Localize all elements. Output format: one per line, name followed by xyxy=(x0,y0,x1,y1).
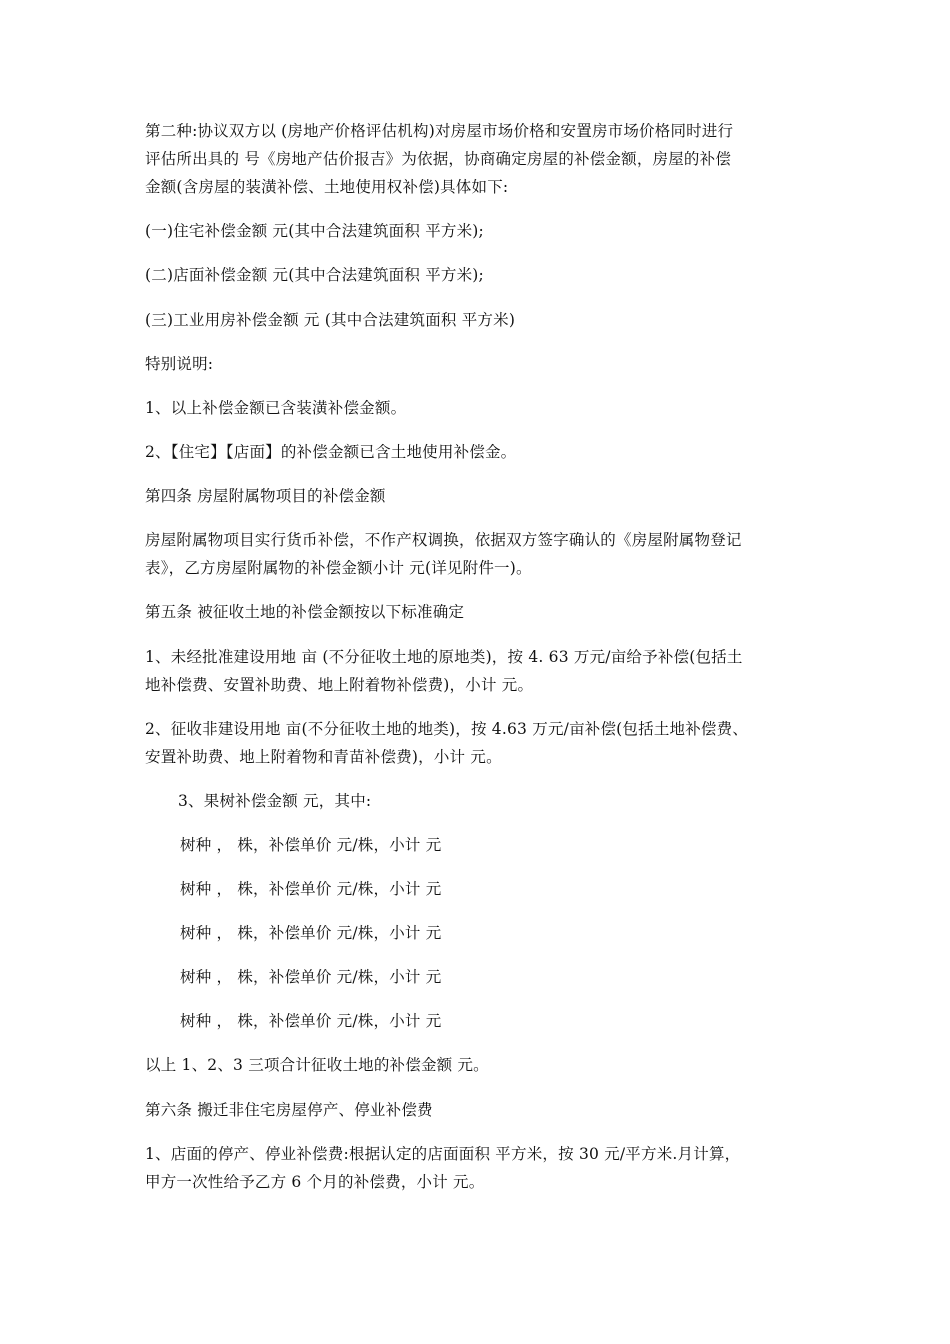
tree-row: 树种 ， 株，补偿单价 元/株，小计 元 xyxy=(180,1012,442,1030)
paragraph-line: 以上 1、2、3 三项合计征收土地的补偿金额 元。 xyxy=(145,1056,489,1074)
section-heading: 第五条 被征收土地的补偿金额按以下标准确定 xyxy=(145,603,465,621)
paragraph-line: (一)住宅补偿金额 元(其中合法建筑面积 平方米); xyxy=(145,222,484,240)
tree-row: 树种 ， 株，补偿单价 元/株，小计 元 xyxy=(180,836,442,854)
section-heading: 第四条 房屋附属物项目的补偿金额 xyxy=(145,487,386,505)
section-heading: 第六条 搬迁非住宅房屋停产、停业补偿费 xyxy=(145,1101,433,1119)
tree-row: 树种 ， 株，补偿单价 元/株，小计 元 xyxy=(180,968,442,986)
tree-row: 树种 ， 株，补偿单价 元/株，小计 元 xyxy=(180,880,442,898)
paragraph-line: 第二种:协议双方以 (房地产价格评估机构)对房屋市场价格和安置房市场价格同时进行 xyxy=(145,122,734,140)
paragraph-line: 甲方一次性给予乙方 6 个月的补偿费，小计 元。 xyxy=(145,1173,485,1191)
paragraph-line: 3、果树补偿金额 元，其中: xyxy=(178,792,372,810)
paragraph-line: 安置补助费、地上附着物和青苗补偿费)，小计 元。 xyxy=(145,748,502,766)
paragraph-line: 1、以上补偿金额已含装潢补偿金额。 xyxy=(145,399,407,417)
paragraph-line: 地补偿费、安置补助费、地上附着物补偿费)，小计 元。 xyxy=(145,676,534,694)
paragraph-line: 2、【住宅】【店面】的补偿金额已含土地使用补偿金。 xyxy=(145,443,517,461)
tree-row: 树种 ， 株，补偿单价 元/株，小计 元 xyxy=(180,924,442,942)
paragraph-line: 评估所出具的 号《房地产估价报吉》为依据，协商确定房屋的补偿金额，房屋的补偿 xyxy=(145,150,732,168)
paragraph-line: 2、征收非建设用地 亩(不分征收土地的地类)，按 4.63 万元/亩补偿(包括土地补偿费、 xyxy=(145,720,749,738)
paragraph-line: 特别说明: xyxy=(145,355,214,373)
paragraph-line: 1、店面的停产、停业补偿费:根据认定的店面面积 平方米，按 30 元/平方米.月计算， xyxy=(145,1145,741,1163)
paragraph-line: (二)店面补偿金额 元(其中合法建筑面积 平方米); xyxy=(145,266,484,284)
paragraph-line: 表》，乙方房屋附属物的补偿金额小计 元(详见附件一)。 xyxy=(145,559,532,577)
paragraph-line: 1、未经批准建设用地 亩 (不分征收土地的原地类)，按 4. 63 万元/亩给予补偿(包括土 xyxy=(145,648,743,666)
paragraph-line: 房屋附属物项目实行货币补偿，不作产权调换，依据双方签字确认的《房屋附属物登记 xyxy=(145,531,742,549)
paragraph-line: 金额(含房屋的装潢补偿、土地使用权补偿)具体如下: xyxy=(145,178,509,196)
paragraph-line: (三)工业用房补偿金额 元 (其中合法建筑面积 平方米) xyxy=(145,311,516,329)
